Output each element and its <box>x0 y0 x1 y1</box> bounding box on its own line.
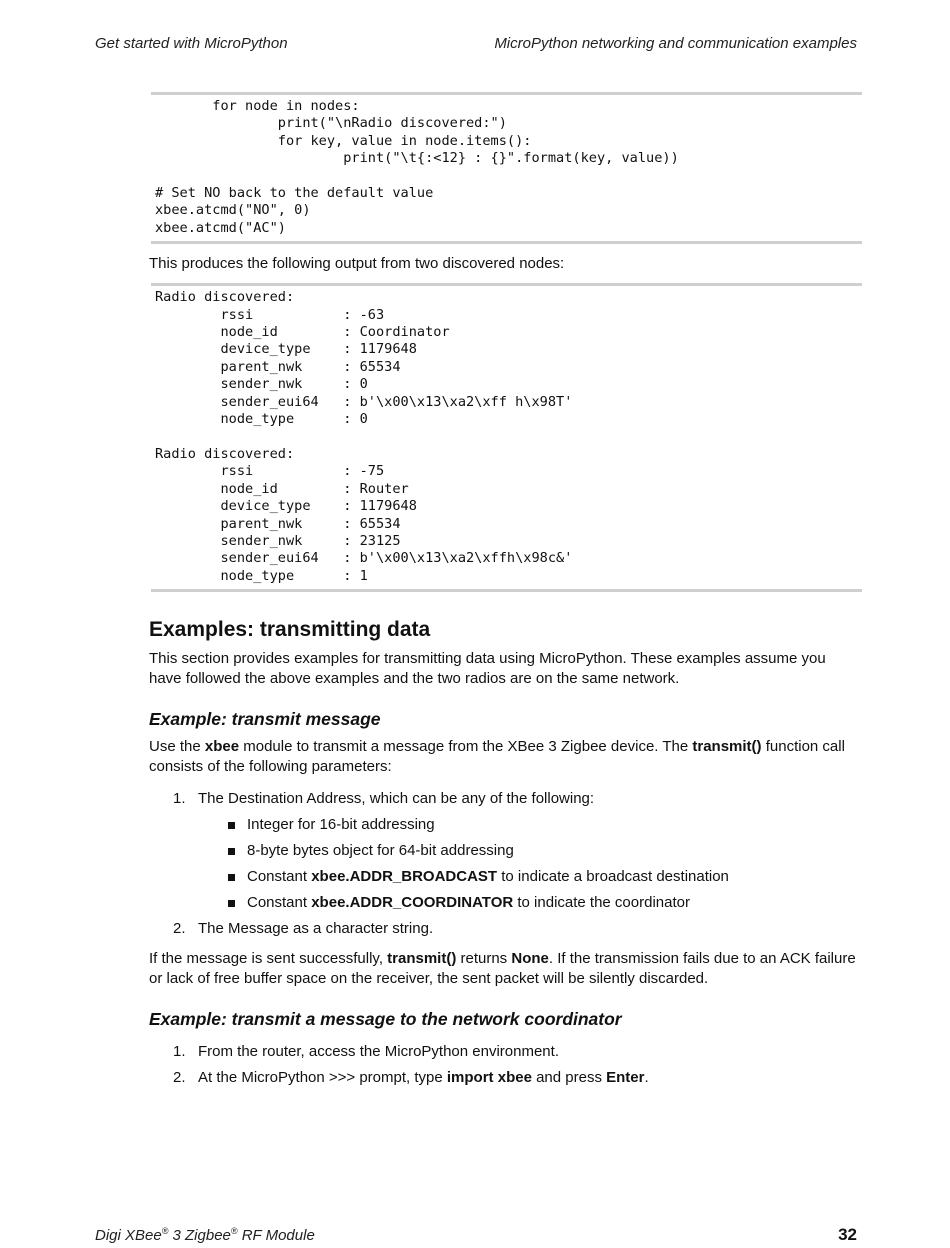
text-run: Constant <box>247 868 312 886</box>
section-heading: Examples: transmitting data <box>149 618 431 642</box>
bold-run: xbee <box>204 738 240 756</box>
page-content <box>149 92 862 1094</box>
square-bullet-icon <box>228 822 235 829</box>
list-item-text: The Destination Address, which can be any of the following: <box>198 790 595 808</box>
text-run: Use the <box>149 738 205 756</box>
text-run: Constant <box>247 894 312 912</box>
registered-mark: ® <box>230 1226 238 1236</box>
list-item <box>149 1042 862 1062</box>
text-run: 3 Zigbee <box>168 1227 231 1244</box>
list-item <box>149 789 862 913</box>
list-number: 2. <box>173 920 186 938</box>
text-run: and press <box>531 1069 607 1087</box>
text-run: . If the transmission fails due to an ACK failure or lack of free buffer space on the receiver, the sent packet will be silently discarded. <box>149 950 856 988</box>
code-block-discovery: for node in nodes: print("\nRadio discovered:") for key, value in node.items(): print("\t{:<12} : {}".format(key, value)) # Set NO back to the default value xbee.atcmd("NO", 0) xbee.atcmd("AC") <box>151 92 862 244</box>
text-run: to indicate the coordinator <box>513 894 690 912</box>
list-item-text: The Message as a character string. <box>198 920 434 938</box>
bold-run: None <box>511 950 549 968</box>
code-block-output: Radio discovered: rssi : -63 node_id : Coordinator device_type : 1179648 parent_nwk : 65534 sender_nwk : 0 sender_eui64 : b'\x00\x13\xa2\xff h\x98T' node_type : 0 Radio discovered: rssi : -75 node_id : Router device_type : 1179648 parent_nwk : 65534 sender_nwk : 23125 sender_eui64 : b'\x00\x13\xa2\xffh\x98c&' node_type : 1 <box>151 283 862 592</box>
bold-run: xbee.ADDR_COORDINATOR <box>311 894 514 912</box>
example-transmit-heading: Example: transmit message <box>149 709 381 730</box>
list-item <box>198 815 862 835</box>
list-item-text: From the router, access the MicroPython environment. <box>198 1043 559 1061</box>
list-number: 1. <box>173 1043 186 1061</box>
text-run: Digi XBee <box>95 1227 162 1244</box>
text-run: At the MicroPython >>> prompt, type <box>198 1069 447 1087</box>
list-number: 2. <box>173 1069 186 1087</box>
header-right: MicroPython networking and communication examples <box>494 35 857 52</box>
list-item-text: Integer for 16-bit addressing <box>247 816 435 834</box>
bold-run: import xbee <box>446 1069 532 1087</box>
example-coordinator-heading: Example: transmit a message to the network coordinator <box>149 1009 622 1030</box>
bold-run: transmit() <box>692 738 762 756</box>
square-bullet-icon <box>228 848 235 855</box>
section-intro-paragraph: This section provides examples for transmitting data using MicroPython. These examples assume you have followed the above examples and the two radios are on the same network. <box>149 650 826 688</box>
footer-title <box>95 1227 315 1244</box>
bold-run: xbee.ADDR_BROADCAST <box>311 868 498 886</box>
page-number: 32 <box>838 1225 857 1244</box>
text-run: returns <box>456 950 512 968</box>
transmit-parameters-list <box>149 789 862 939</box>
list-item <box>198 893 862 913</box>
text-run: function call consists of the following parameters: <box>149 738 845 776</box>
square-bullet-icon <box>228 900 235 907</box>
running-header <box>95 35 857 52</box>
list-item <box>198 841 862 861</box>
header-left: Get started with MicroPython <box>95 35 288 52</box>
coordinator-steps-list <box>149 1042 862 1088</box>
list-item <box>198 867 862 887</box>
text-run: If the message is sent successfully, <box>149 950 388 968</box>
output-intro-paragraph: This produces the following output from two discovered nodes: <box>149 255 565 273</box>
bold-run: transmit() <box>387 950 457 968</box>
text-run: . <box>644 1069 649 1087</box>
list-item <box>149 1068 862 1088</box>
text-run: module to transmit a message from the XBee 3 Zigbee device. The <box>239 738 693 756</box>
list-number: 1. <box>173 790 186 808</box>
bold-run: Enter <box>606 1069 645 1087</box>
example-transmit-intro <box>149 737 862 777</box>
list-item <box>149 919 862 939</box>
list-item-text: 8-byte bytes object for 64-bit addressing <box>247 842 514 860</box>
square-bullet-icon <box>228 874 235 881</box>
text-run: RF Module <box>237 1227 315 1244</box>
address-options-list <box>198 815 862 913</box>
registered-mark: ® <box>161 1226 169 1236</box>
running-footer <box>95 1225 857 1245</box>
transmit-result-paragraph <box>149 949 862 989</box>
text-run: to indicate a broadcast destination <box>497 868 729 886</box>
